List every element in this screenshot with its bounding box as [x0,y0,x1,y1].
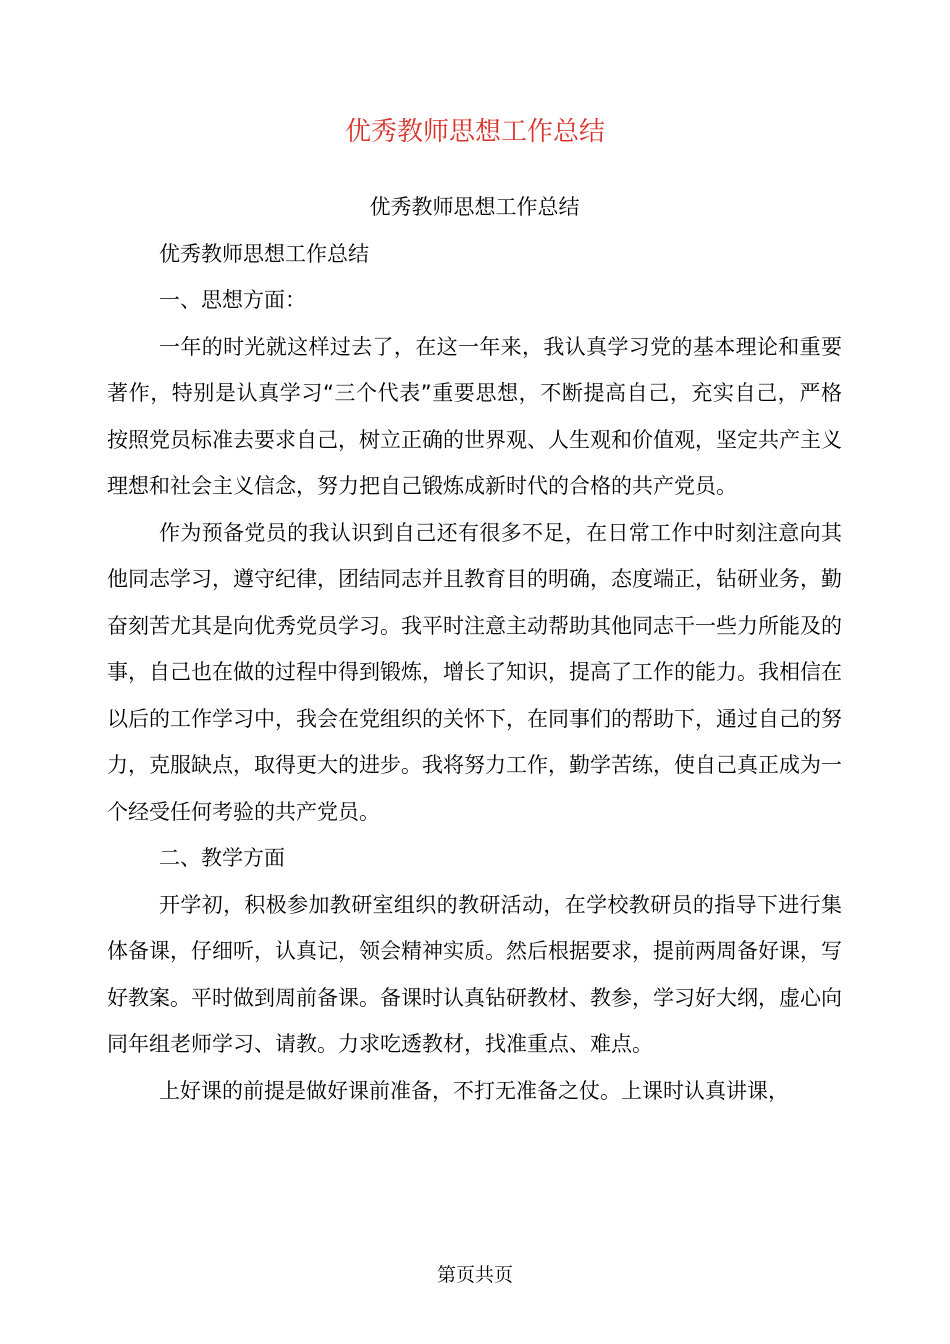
page-footer: 第页共页 [436,1264,513,1286]
section-2-heading: 二、教学方面 [159,846,285,870]
document-body [107,184,842,1114]
repeated-title: 优秀教师思想工作总结 [159,241,369,266]
document-subtitle: 优秀教师思想工作总结 [369,195,580,219]
document-main-title: 优秀教师思想工作总结 [344,117,605,147]
section-1-heading: 一、思想方面： [159,288,306,312]
paragraph-3: 开学初，积极参加教研室组织的教研活动，在学校教研员的指导下进行集体备课，仔细听，认真记，领会精神实质。然后根据要求，提前两周备好课，写好教案。平时做到周前备课。备课时认真钻研教材、教参，学习好大纲，虚心向同年组老师学习、请教。力求吃透教材，找准重点、难点。 [107,892,842,1056]
paragraph-4: 上好课的前提是做好课前准备，不打无准备之仗。上课时认真讲课， [159,1078,789,1103]
paragraph-2: 作为预备党员的我认识到自己还有很多不足，在日常工作中时刻注意向其他同志学习，遵守纪律，团结同志并且教育目的明确，态度端正，钻研业务，勤奋刻苦尤其是向优秀党员学习。我平时注意主动帮助其他同志干一些力所能及的事，自己也在做的过程中得到锻炼，增长了知识，提高了工作的能力。我相信在以后的工作学习中，我会在党组织的关怀下，在同事们的帮助下，通过自己的努力，克服缺点，取得更大的进步。我将努力工作，勤学苦练，使自己真正成为一个经受任何考验的共产党员。 [107,520,842,824]
paragraph-1: 一年的时光就这样过去了，在这一年来，我认真学习党的基本理论和重要著作，特别是认真学习“三个代表”重要思想，不断提高自己，充实自己，严格按照党员标准去要求自己，树立正确的世界观、人生观和价值观，坚定共产主义理想和社会主义信念，努力把自己锻炼成新时代的合格的共产党员。 [107,334,842,498]
